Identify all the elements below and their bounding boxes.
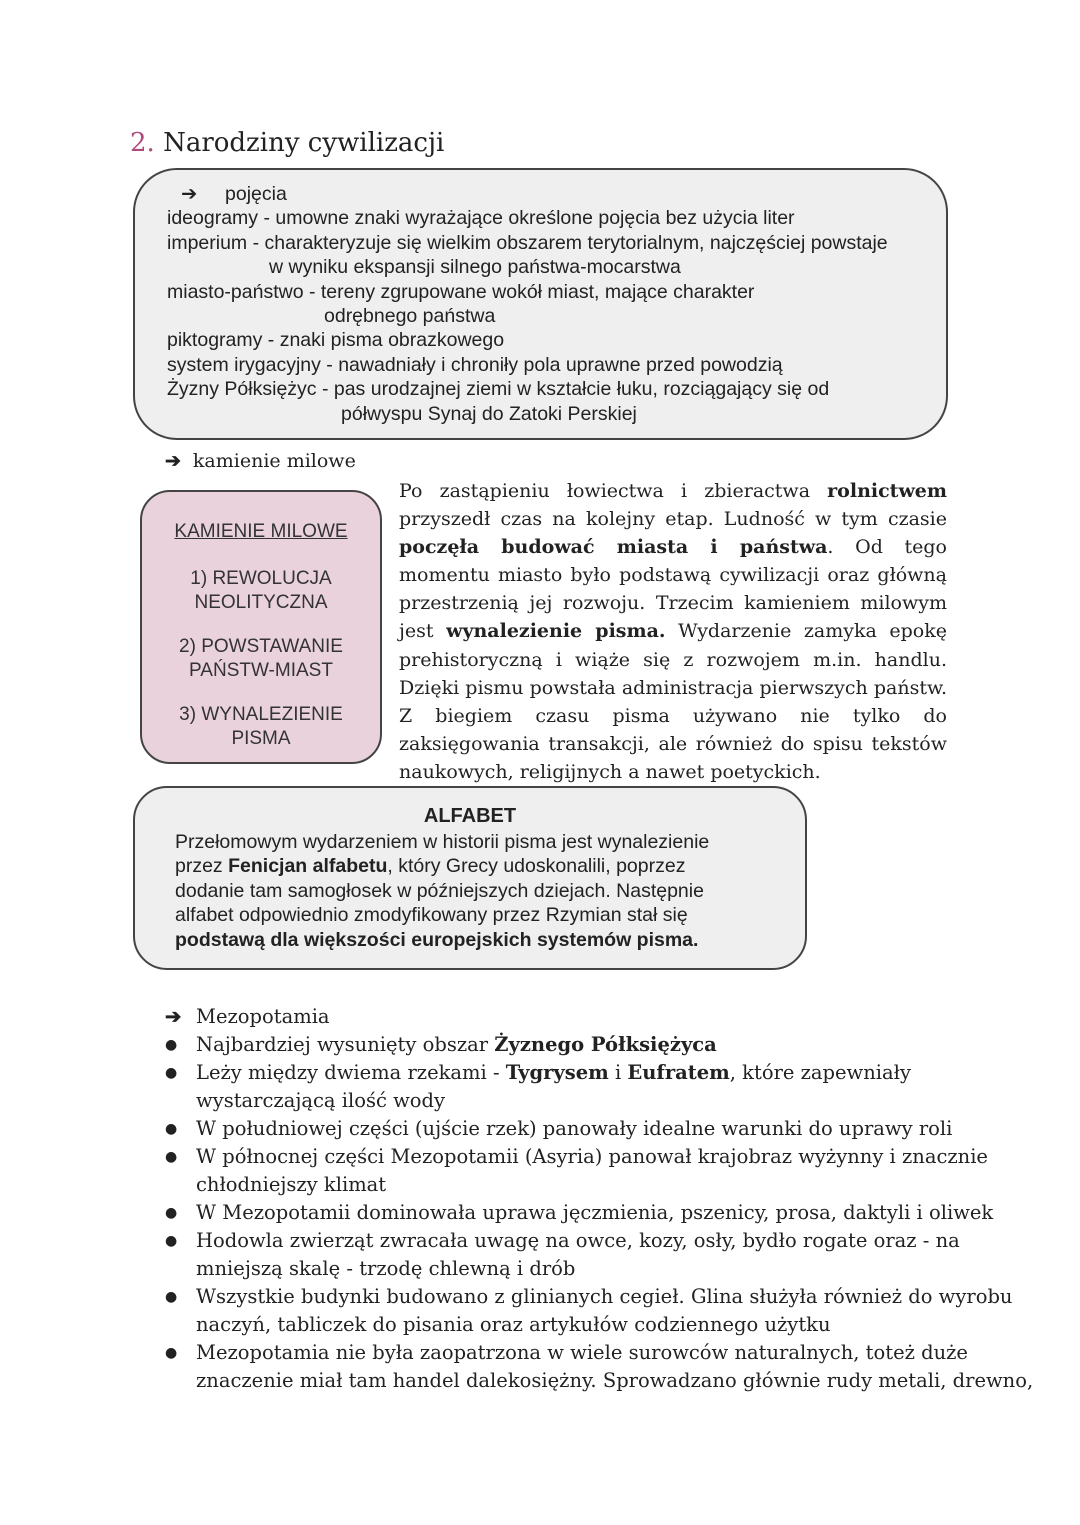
concepts-heading-text: pojęcia: [225, 183, 287, 205]
list-text: i: [608, 1061, 628, 1084]
list-text: Wszystkie budynki budowano z glinianych cegieł. Glina służyła również do wyrobu: [196, 1285, 1013, 1308]
mesopotamia-heading-text: Mezopotamia: [196, 1005, 330, 1028]
list-bold: Żyznego Półksiężyca: [494, 1033, 717, 1056]
alphabet-bold: podstawą dla większości europejskich systemów pisma.: [175, 928, 699, 951]
list-text: , które zapewniały: [729, 1061, 912, 1084]
alphabet-heading: ALFABET: [423, 805, 517, 827]
alphabet-line: [175, 928, 709, 952]
list-item: [165, 1059, 1033, 1087]
list-item-cont: znaczenie miał tam handel dalekosiężny. Sprowadzano głównie rudy metali, drewno,: [196, 1369, 1034, 1392]
milestone-line: NEOLITYCZNA: [194, 591, 328, 613]
list-text: W Mezopotamii dominowała uprawa jęczmienia, pszenicy, prosa, daktyli i oliwek: [196, 1201, 994, 1224]
list-item: [165, 1227, 1033, 1255]
paragraph-text: przyszedł czas na kolejny etap. Ludność w tym czasie: [399, 508, 947, 531]
list-text: W południowej części (ujście rzek) panowały idealne warunki do uprawy roli: [196, 1117, 953, 1140]
alphabet-line: [175, 854, 709, 878]
paragraph-text: Wydarzenie zamyka epokę prehistoryczną i wiąże się z rozwojem m.in. handlu. Dzięki pismu powstała administracja pierwszych państw. Z biegiem czasu pisma używano nie tylko do zaksięgowania transakcji, ale również do spisu tekstów naukowych, religijnych a nawet poetyckich.: [399, 620, 947, 783]
list-item: [165, 1143, 1033, 1171]
list-text: Najbardziej wysunięty obszar: [196, 1033, 495, 1056]
alphabet-text: przez: [175, 855, 229, 878]
paragraph-text: Po zastąpieniu łowiectwa i zbieractwa: [399, 480, 828, 502]
bullet-icon: ●: [165, 1289, 178, 1305]
concept-ideogramy: ideogramy - umowne znaki wyrażające określone pojęcia bez użycia liter: [167, 207, 795, 230]
mesopotamia-section: [165, 1003, 1033, 1395]
concept-imperium: imperium - charakteryzuje się wielkim obszarem terytorialnym, najczęściej powstaje: [167, 231, 888, 254]
milestone-line: 3) WYNALEZIENIE: [179, 704, 343, 725]
list-item: [165, 1339, 1033, 1367]
section-title-text: Narodziny cywilizacji: [154, 128, 445, 158]
list-item-cont: mniejszą skalę - trzodę chlewną i drób: [196, 1257, 576, 1280]
paragraph-bold: rolnictwem: [827, 480, 947, 502]
milestone-item: [142, 635, 380, 682]
list-bold: Eufratem: [627, 1061, 730, 1084]
arrow-icon: ➔: [165, 450, 181, 472]
list-text: Leży między dwiema rzekami -: [196, 1061, 506, 1084]
alphabet-text: , który Grecy udoskonalili, poprzez: [387, 855, 686, 878]
list-item-cont: chłodniejszy klimat: [196, 1173, 387, 1196]
paragraph-bold: wynalezienie pisma.: [446, 620, 666, 643]
concept-piktogramy: piktogramy - znaki pisma obrazkowego: [167, 329, 505, 352]
alphabet-line: alfabet odpowiednio zmodyfikowany przez Rzymian stał się: [175, 904, 688, 927]
arrow-icon: ➔: [165, 1005, 182, 1028]
bullet-icon: ●: [165, 1065, 178, 1081]
concept-zyzny-polksiezyc: Żyzny Półksiężyc - pas urodzajnej ziemi w kształcie łuku, rozciągający się od: [167, 378, 830, 401]
section-title: [130, 128, 444, 158]
bullet-icon: ●: [165, 1149, 178, 1165]
milestone-line: PAŃSTW-MIAST: [189, 659, 333, 681]
bullet-icon: ●: [165, 1121, 178, 1137]
list-text: Hodowla zwierząt zwracała uwagę na owce, kozy, osły, bydło rogate oraz - na: [196, 1229, 960, 1252]
paragraph-text: . Od tego momentu miasto było podstawą cywilizacji oraz główną przestrzenią jej rozwoju. Trzecim kamieniem milowym jest: [399, 536, 947, 643]
alphabet-line: dodanie tam samogłosek w późniejszych dziejach. Następnie: [175, 879, 704, 902]
concept-miasto-panstwo-cont: odrębnego państwa: [324, 305, 496, 328]
bullet-icon: ●: [165, 1345, 178, 1361]
milestone-line: 1) REWOLUCJA: [190, 568, 332, 589]
concept-imperium-cont: w wyniku ekspansji silnego państwa-mocarstwa: [269, 256, 681, 279]
milestone-item: [142, 567, 380, 614]
milestones-box-heading: KAMIENIE MILOWE: [174, 521, 348, 542]
list-text: Mezopotamia nie była zaopatrzona w wiele surowców naturalnych, toteż duże: [196, 1341, 968, 1364]
milestones-label-text: kamienie milowe: [192, 450, 356, 472]
concepts-box: [133, 168, 948, 440]
bullet-icon: ●: [165, 1233, 178, 1249]
list-text: W północnej części Mezopotamii (Asyria) panował krajobraz wyżynny i znacznie: [196, 1145, 988, 1168]
alphabet-box: [133, 786, 807, 970]
concept-system-irygacyjny: system irygacyjny - nawadniały i chroniły pola uprawne przed powodzią: [167, 353, 783, 376]
list-item-cont: naczyń, tabliczek do pisania oraz artykułów codziennego użytku: [196, 1313, 831, 1336]
concepts-heading: [167, 182, 888, 206]
list-item-cont: wystarczającą ilość wody: [196, 1089, 446, 1112]
list-item: [165, 1115, 1033, 1143]
milestones-paragraph: [399, 477, 947, 786]
section-number: 2.: [130, 128, 155, 158]
list-item: [165, 1031, 1033, 1059]
list-bold: Tygrysem: [505, 1061, 609, 1084]
alphabet-line: Przełomowym wydarzeniem w historii pisma jest wynalezienie: [175, 831, 710, 853]
list-item: [165, 1199, 1033, 1227]
list-item: [165, 1283, 1033, 1311]
alphabet-bold: Fenicjan alfabetu: [228, 855, 388, 878]
bullet-icon: ●: [165, 1037, 178, 1053]
milestone-line: PISMA: [231, 727, 291, 749]
milestone-line: 2) POWSTAWANIE: [179, 636, 343, 657]
milestones-label: [165, 450, 356, 472]
milestones-box: [140, 490, 382, 764]
arrow-icon: ➔: [181, 183, 198, 205]
mesopotamia-heading: [165, 1003, 1033, 1031]
bullet-icon: ●: [165, 1205, 178, 1221]
concept-miasto-panstwo: miasto-państwo - tereny zgrupowane wokół miast, mające charakter: [167, 280, 755, 303]
milestone-item: [142, 703, 380, 750]
concept-zyzny-polksiezyc-cont: półwyspu Synaj do Zatoki Perskiej: [341, 402, 637, 425]
paragraph-bold: poczęła budować miasta i państwa: [399, 536, 828, 559]
